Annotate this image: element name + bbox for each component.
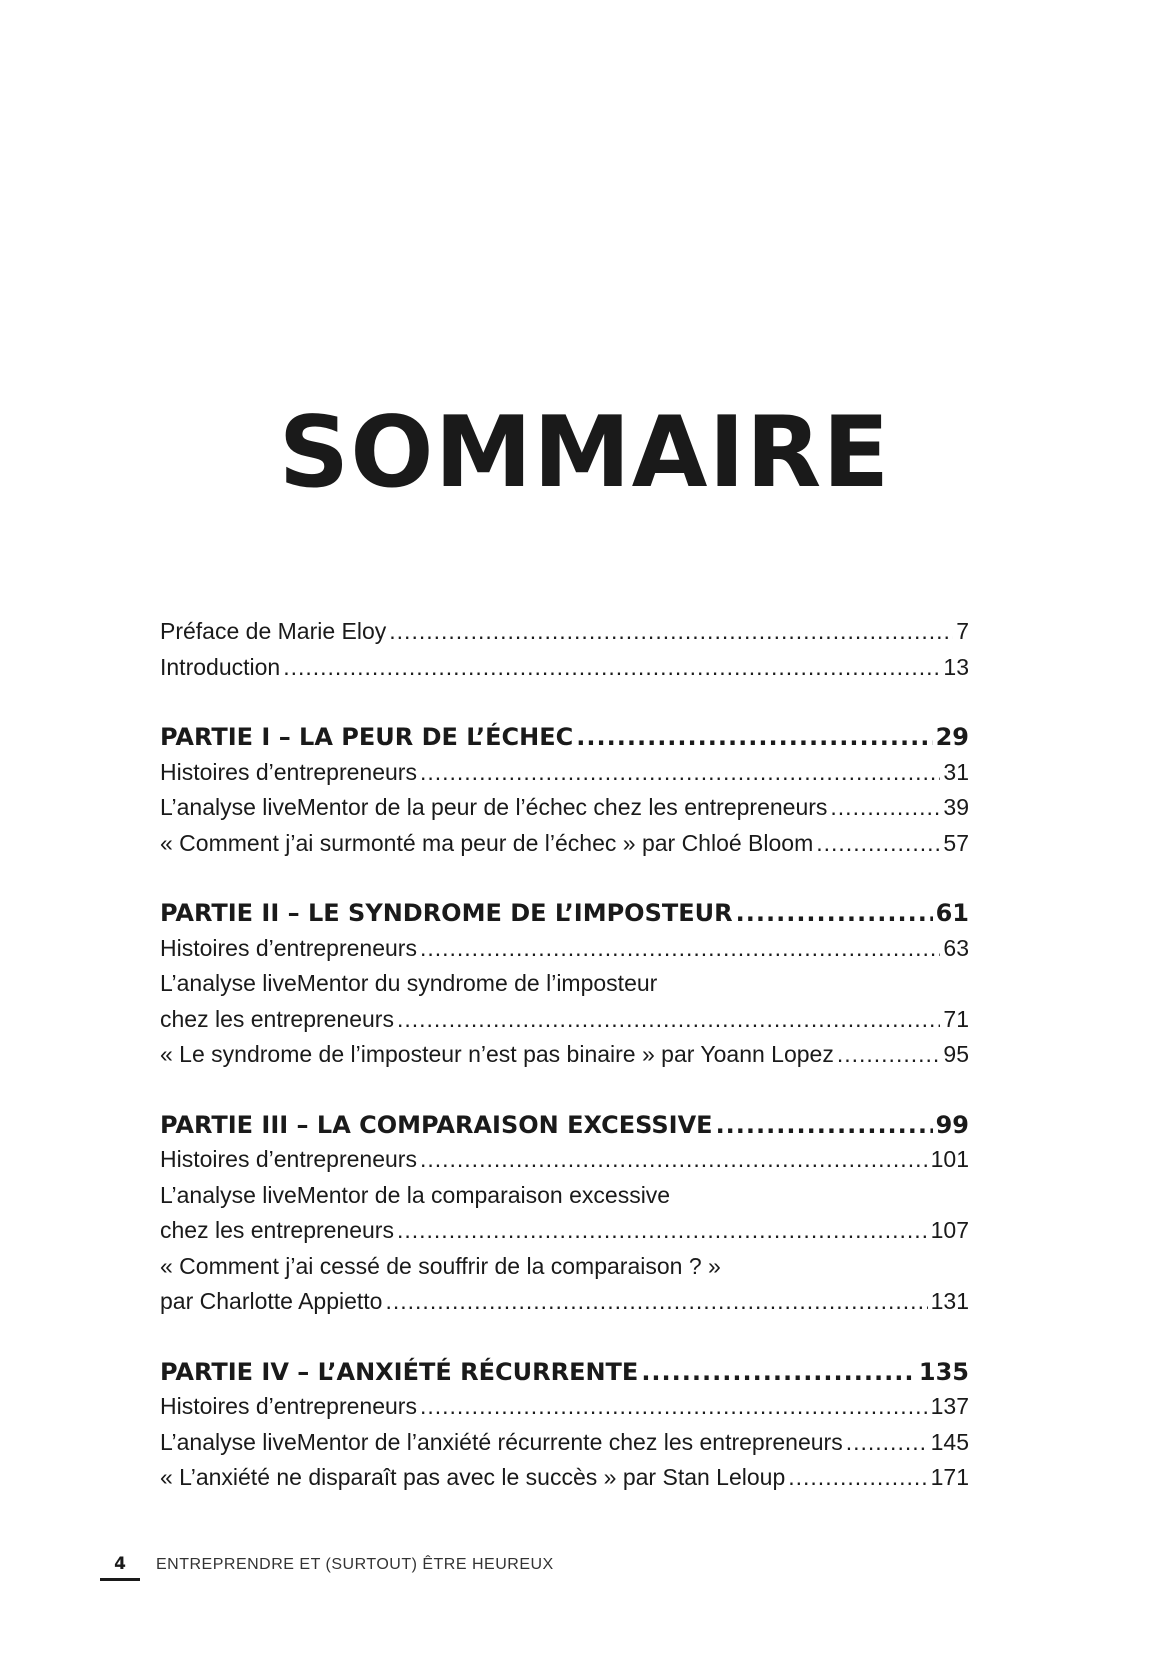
toc-entry-page: 107 [930,1217,969,1243]
toc-entry[interactable] [160,1041,969,1077]
table-of-contents [160,618,969,1534]
toc-part-label: PARTIE II – LE SYNDROME DE L’IMPOSTEUR [160,899,733,927]
dot-leader [420,1393,928,1420]
dot-leader [641,1358,916,1386]
dot-leader [716,1111,933,1139]
dot-leader [283,654,940,681]
toc-entry[interactable] [160,1217,969,1253]
toc-entry[interactable] [160,794,969,830]
toc-entry-label: chez les entrepreneurs [160,1005,394,1032]
dot-leader [397,1217,928,1244]
toc-part-label: PARTIE IV – L’ANXIÉTÉ RÉCURRENTE [160,1357,639,1386]
toc-part-2 [160,899,969,1077]
toc-entry-label: L’analyse liveMentor du syndrome de l’imposteur [160,970,658,996]
toc-entry[interactable] [160,654,969,690]
toc-entry-page: 101 [930,1146,969,1172]
toc-entry[interactable] [160,1288,969,1324]
toc-part-3 [160,1111,969,1324]
dot-leader [816,830,940,857]
toc-entry-label: chez les entrepreneurs [160,1217,394,1243]
toc-entry-label: « L’anxiété ne disparaît pas avec le succès » par Stan Leloup [160,1464,786,1490]
toc-entry[interactable] [160,935,969,971]
dot-leader [788,1464,927,1491]
toc-part-label: PARTIE III – LA COMPARAISON EXCESSIVE [160,1110,713,1139]
dot-leader [846,1429,928,1456]
toc-entry-label: « Comment j’ai surmonté ma peur de l’échec » par Chloé Bloom [160,829,814,856]
page-number: 4 [100,1554,140,1581]
toc-entry-page: 145 [930,1428,969,1455]
running-title: ENTREPRENDRE ET (SURTOUT) ÊTRE HEUREUX [156,1556,554,1573]
toc-entry[interactable] [160,1464,969,1500]
page-title: SOMMAIRE [278,396,891,510]
toc-entry-label: L’analyse liveMentor de l’anxiété récurrente chez les entrepreneurs [160,1428,843,1455]
toc-entry-page: 63 [943,934,969,961]
toc-entry-label: Préface de Marie Eloy [160,618,387,644]
toc-entry[interactable] [160,1393,969,1429]
toc-part-page: 135 [918,1357,969,1386]
dot-leader [385,1288,927,1315]
toc-entry[interactable] [160,759,969,795]
toc-part-page: 99 [935,1110,969,1139]
toc-part-4 [160,1358,969,1500]
toc-entry-page: 31 [943,758,969,785]
dot-leader [420,759,940,786]
toc-entry-label: Histoires d’entrepreneurs [160,1393,417,1419]
dot-leader [736,899,933,927]
toc-part-heading[interactable] [160,1358,969,1394]
toc-entry-label: Histoires d’entrepreneurs [160,1146,417,1172]
dot-leader [830,794,940,821]
toc-entry-first-line[interactable] [160,1182,969,1218]
dot-leader [420,935,940,962]
toc-entry-first-line[interactable] [160,970,969,1006]
toc-entry-page: 131 [930,1288,969,1314]
toc-part-heading[interactable] [160,723,969,759]
dot-leader [397,1006,940,1033]
toc-entry[interactable] [160,830,969,866]
toc-part-heading[interactable] [160,1111,969,1147]
page-footer [100,1554,554,1581]
toc-entry-label: « Le syndrome de l’imposteur n’est pas binaire » par Yoann Lopez [160,1041,834,1067]
dot-leader [576,723,932,751]
dot-leader [389,618,953,645]
toc-part-page: 61 [935,899,969,927]
toc-part-1 [160,723,969,865]
toc-entry-page: 7 [956,618,969,644]
toc-intro-section [160,618,969,689]
toc-part-heading[interactable] [160,899,969,935]
toc-entry-page: 71 [943,1005,969,1032]
toc-entry-label: Histoires d’entrepreneurs [160,758,417,785]
toc-entry-label: par Charlotte Appietto [160,1288,383,1314]
toc-entry-label: « Comment j’ai cessé de souffrir de la comparaison ? » [160,1252,721,1279]
toc-entry[interactable] [160,1146,969,1182]
toc-part-page: 29 [935,723,969,751]
toc-entry-label: L’analyse liveMentor de la comparaison excessive [160,1181,671,1208]
toc-entry-label: Introduction [160,653,281,680]
toc-entry[interactable] [160,618,969,654]
toc-entry-page: 95 [943,1041,969,1067]
toc-entry-page: 57 [943,829,969,856]
dot-leader [420,1146,928,1173]
toc-entry-label: Histoires d’entrepreneurs [160,934,417,961]
toc-entry-first-line[interactable] [160,1253,969,1289]
toc-entry-page: 13 [943,653,969,680]
toc-entry-page: 171 [930,1464,969,1490]
toc-entry[interactable] [160,1006,969,1042]
toc-part-label: PARTIE I – LA PEUR DE L’ÉCHEC [160,723,574,751]
toc-entry[interactable] [160,1429,969,1465]
toc-entry-label: L’analyse liveMentor de la peur de l’échec chez les entrepreneurs [160,794,828,820]
toc-entry-page: 39 [943,794,969,820]
toc-entry-page: 137 [930,1393,969,1419]
dot-leader [837,1041,941,1068]
